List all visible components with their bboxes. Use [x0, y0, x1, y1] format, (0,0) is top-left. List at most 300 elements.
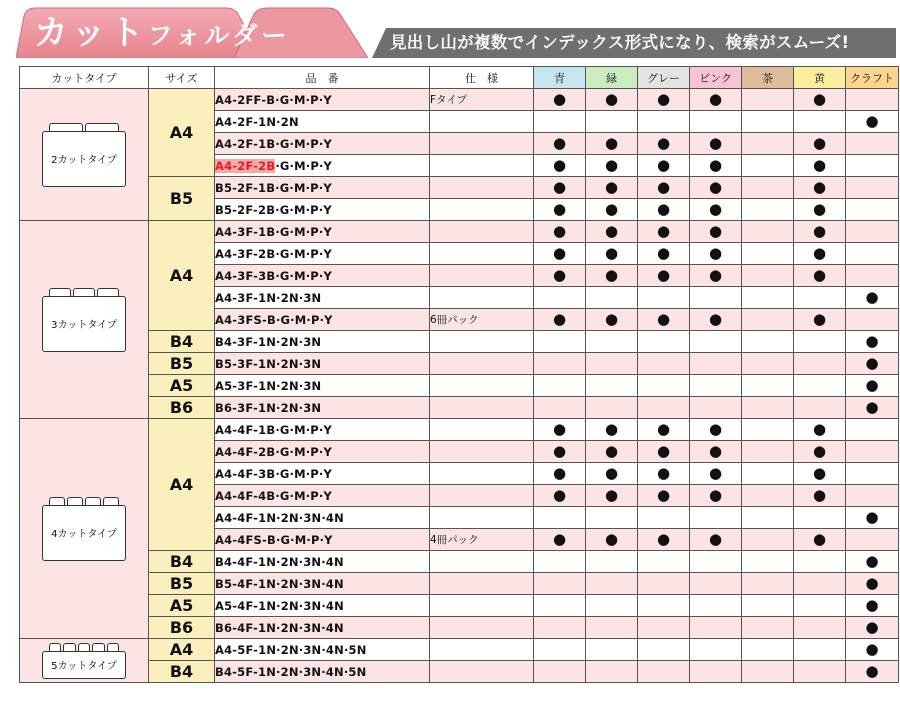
folder-tab-shape — [97, 288, 119, 296]
availability-cell — [586, 353, 638, 375]
size-cell: A4 — [149, 221, 215, 331]
availability-cell — [534, 331, 586, 353]
model-number-cell: B4-4F-1N·2N·3N·4N — [215, 551, 430, 573]
spec-cell — [430, 441, 534, 463]
availability-cell — [794, 155, 846, 177]
folder-tab-shape — [78, 643, 90, 651]
availability-cell — [638, 199, 690, 221]
table-row — [20, 419, 899, 441]
availability-cell — [586, 419, 638, 441]
model-number-cell: A5-3F-1N·2N·3N — [215, 375, 430, 397]
table-row — [20, 617, 899, 639]
availability-cell — [586, 485, 638, 507]
model-number-cell: A4-4FS-B·G·M·P·Y — [215, 529, 430, 551]
availability-dot-icon: ● — [812, 442, 827, 460]
availability-cell — [742, 485, 794, 507]
availability-dot-icon: ● — [708, 178, 723, 196]
availability-cell — [742, 573, 794, 595]
model-number-cell: A4-3F-3B·G·M·P·Y — [215, 265, 430, 287]
availability-dot-icon: ● — [656, 200, 671, 218]
model-number-cell: A4-3FS-B·G·M·P·Y — [215, 309, 430, 331]
availability-cell — [638, 507, 690, 529]
availability-cell — [690, 375, 742, 397]
availability-dot-icon: ● — [656, 464, 671, 482]
availability-cell — [534, 529, 586, 551]
availability-dot-icon: ● — [708, 486, 723, 504]
availability-cell — [586, 177, 638, 199]
availability-cell — [534, 155, 586, 177]
availability-dot-icon: ● — [708, 310, 723, 328]
availability-cell — [846, 111, 899, 133]
availability-cell — [690, 265, 742, 287]
availability-cell — [534, 375, 586, 397]
availability-cell — [794, 595, 846, 617]
availability-dot-icon: ● — [865, 288, 879, 306]
model-number-cell: B5-2F-1B·G·M·P·Y — [215, 177, 430, 199]
availability-cell — [846, 309, 899, 331]
cut-type-cell — [20, 89, 149, 221]
availability-dot-icon: ● — [812, 134, 827, 152]
availability-dot-icon: ● — [812, 266, 827, 284]
availability-cell — [742, 309, 794, 331]
availability-dot-icon: ● — [812, 156, 827, 174]
folder-tab-shape — [103, 497, 119, 505]
availability-cell — [742, 331, 794, 353]
availability-cell — [586, 463, 638, 485]
availability-cell — [846, 441, 899, 463]
model-number-cell: A4-3F-1B·G·M·P·Y — [215, 221, 430, 243]
availability-dot-icon: ● — [865, 662, 879, 680]
availability-cell — [690, 551, 742, 573]
table-row — [20, 639, 899, 661]
size-cell: B4 — [149, 551, 215, 573]
model-rest: ·G·M·P·Y — [275, 158, 333, 173]
product-table — [19, 66, 899, 683]
availability-cell — [742, 287, 794, 309]
spec-cell — [430, 221, 534, 243]
folder-tab-shape — [107, 643, 119, 651]
availability-cell — [534, 573, 586, 595]
availability-cell — [638, 133, 690, 155]
availability-dot-icon: ● — [552, 244, 567, 262]
availability-cell — [534, 419, 586, 441]
availability-cell — [638, 639, 690, 661]
spec-cell — [430, 507, 534, 529]
availability-cell — [586, 375, 638, 397]
availability-dot-icon: ● — [604, 266, 619, 284]
cut-type-label: 3カットタイプ — [42, 296, 126, 352]
availability-cell — [534, 595, 586, 617]
availability-cell — [638, 177, 690, 199]
availability-dot-icon: ● — [552, 156, 567, 174]
availability-dot-icon: ● — [708, 420, 723, 438]
availability-cell — [794, 573, 846, 595]
table-row — [20, 661, 899, 683]
model-number-cell — [215, 155, 430, 177]
availability-cell — [690, 155, 742, 177]
availability-cell — [794, 375, 846, 397]
cut-type-label: 4カットタイプ — [42, 505, 126, 561]
availability-dot-icon: ● — [865, 376, 879, 394]
availability-cell — [742, 529, 794, 551]
availability-cell — [534, 551, 586, 573]
title-small: フォルダー — [147, 21, 291, 50]
availability-dot-icon: ● — [552, 442, 567, 460]
availability-dot-icon: ● — [604, 464, 619, 482]
model-number-cell: A4-4F-4B·G·M·P·Y — [215, 485, 430, 507]
availability-cell — [586, 133, 638, 155]
availability-dot-icon: ● — [604, 530, 619, 548]
header-color-brown: 茶 — [742, 67, 794, 89]
availability-cell — [586, 331, 638, 353]
model-number-cell: A4-5F-1N·2N·3N·4N·5N — [215, 639, 430, 661]
availability-dot-icon: ● — [604, 200, 619, 218]
spec-cell — [430, 419, 534, 441]
availability-cell — [638, 89, 690, 111]
folder-tab-shape — [85, 497, 101, 505]
availability-dot-icon: ● — [552, 222, 567, 240]
availability-cell — [742, 89, 794, 111]
availability-cell — [638, 595, 690, 617]
availability-cell — [534, 661, 586, 683]
availability-cell — [638, 661, 690, 683]
availability-cell — [794, 617, 846, 639]
table-row — [20, 573, 899, 595]
header-color-gray: グレー — [638, 67, 690, 89]
availability-cell — [794, 111, 846, 133]
availability-dot-icon: ● — [812, 222, 827, 240]
availability-cell — [690, 397, 742, 419]
availability-cell — [742, 199, 794, 221]
spec-cell — [430, 617, 534, 639]
availability-cell — [794, 397, 846, 419]
availability-cell — [846, 221, 899, 243]
table-row — [20, 89, 899, 111]
availability-dot-icon: ● — [604, 90, 619, 108]
availability-dot-icon: ● — [812, 244, 827, 262]
availability-dot-icon: ● — [656, 310, 671, 328]
availability-dot-icon: ● — [708, 530, 723, 548]
model-number-cell: A4-2F-1B·G·M·P·Y — [215, 133, 430, 155]
model-number-cell: B5-4F-1N·2N·3N·4N — [215, 573, 430, 595]
folder-tab-shape — [49, 643, 61, 651]
availability-cell — [846, 353, 899, 375]
folder-icon — [42, 643, 126, 679]
folder-tabs — [42, 288, 126, 296]
availability-cell — [586, 89, 638, 111]
table-row — [20, 595, 899, 617]
availability-dot-icon: ● — [708, 222, 723, 240]
size-cell: B6 — [149, 397, 215, 419]
availability-cell — [586, 265, 638, 287]
size-cell: A5 — [149, 375, 215, 397]
availability-cell — [690, 661, 742, 683]
availability-cell — [794, 353, 846, 375]
availability-cell — [742, 595, 794, 617]
availability-dot-icon: ● — [656, 244, 671, 262]
availability-cell — [690, 485, 742, 507]
spec-cell — [430, 639, 534, 661]
folder-tabs — [42, 497, 126, 505]
spec-cell — [430, 485, 534, 507]
header-spec: 仕 様 — [430, 67, 534, 89]
availability-cell — [534, 133, 586, 155]
availability-cell — [690, 221, 742, 243]
availability-cell — [742, 441, 794, 463]
availability-dot-icon: ● — [656, 486, 671, 504]
availability-cell — [794, 89, 846, 111]
availability-dot-icon: ● — [865, 112, 879, 130]
availability-cell — [638, 573, 690, 595]
availability-cell — [794, 331, 846, 353]
availability-dot-icon: ● — [656, 90, 671, 108]
availability-cell — [794, 199, 846, 221]
availability-cell — [846, 155, 899, 177]
spec-cell: 4冊パック — [430, 529, 534, 551]
model-highlight: A4-2F-2B — [215, 158, 276, 173]
availability-cell — [690, 111, 742, 133]
availability-cell — [690, 309, 742, 331]
model-number-cell: A4-4F-2B·G·M·P·Y — [215, 441, 430, 463]
availability-cell — [690, 507, 742, 529]
size-cell: B5 — [149, 573, 215, 595]
availability-cell — [846, 529, 899, 551]
availability-cell — [586, 639, 638, 661]
folder-tab-shape — [73, 288, 95, 296]
availability-cell — [794, 441, 846, 463]
availability-cell — [846, 331, 899, 353]
availability-dot-icon: ● — [865, 596, 879, 614]
availability-cell — [742, 353, 794, 375]
availability-cell — [846, 485, 899, 507]
availability-cell — [846, 133, 899, 155]
availability-cell — [742, 177, 794, 199]
availability-cell — [846, 573, 899, 595]
availability-cell — [846, 507, 899, 529]
availability-cell — [586, 529, 638, 551]
folder-icon — [42, 497, 126, 561]
folder-tabs — [42, 643, 126, 651]
availability-cell — [794, 243, 846, 265]
availability-cell — [794, 309, 846, 331]
table-body — [20, 89, 899, 683]
model-number-cell: B4-3F-1N·2N·3N — [215, 331, 430, 353]
size-cell: B4 — [149, 331, 215, 353]
availability-cell — [690, 617, 742, 639]
availability-cell — [846, 199, 899, 221]
size-cell: B5 — [149, 353, 215, 375]
availability-cell — [846, 639, 899, 661]
page-title — [34, 10, 290, 52]
table-row — [20, 221, 899, 243]
availability-cell — [690, 89, 742, 111]
folder-tab-shape — [49, 497, 65, 505]
availability-cell — [846, 89, 899, 111]
availability-cell — [690, 441, 742, 463]
availability-cell — [846, 595, 899, 617]
cut-type-cell — [20, 639, 149, 683]
availability-cell — [846, 177, 899, 199]
availability-dot-icon: ● — [708, 464, 723, 482]
size-cell: B4 — [149, 661, 215, 683]
availability-dot-icon: ● — [604, 310, 619, 328]
availability-cell — [742, 551, 794, 573]
folder-icon — [42, 288, 126, 352]
availability-cell — [534, 265, 586, 287]
availability-cell — [794, 485, 846, 507]
table-row — [20, 177, 899, 199]
title-big: カット — [34, 13, 148, 53]
availability-cell — [586, 595, 638, 617]
availability-dot-icon: ● — [812, 530, 827, 548]
availability-cell — [638, 155, 690, 177]
availability-cell — [690, 463, 742, 485]
availability-dot-icon: ● — [708, 90, 723, 108]
availability-cell — [742, 221, 794, 243]
availability-cell — [638, 463, 690, 485]
folder-tab-shape — [92, 643, 104, 651]
availability-cell — [534, 463, 586, 485]
header-color-kraft: クラフト — [846, 67, 899, 89]
model-number-cell: B5-2F-2B·G·M·P·Y — [215, 199, 430, 221]
availability-dot-icon: ● — [656, 134, 671, 152]
availability-cell — [794, 529, 846, 551]
availability-cell — [586, 155, 638, 177]
availability-cell — [690, 595, 742, 617]
model-number-cell: A5-4F-1N·2N·3N·4N — [215, 595, 430, 617]
availability-cell — [794, 463, 846, 485]
availability-cell — [534, 309, 586, 331]
availability-cell — [586, 661, 638, 683]
availability-cell — [794, 265, 846, 287]
availability-cell — [846, 265, 899, 287]
availability-dot-icon: ● — [865, 508, 879, 526]
folder-icon — [42, 123, 126, 187]
headline-text: 見出し山が複数でインデックス形式になり、検索がスムーズ! — [390, 33, 850, 52]
table-row — [20, 353, 899, 375]
model-number-cell: B6-3F-1N·2N·3N — [215, 397, 430, 419]
availability-dot-icon: ● — [604, 222, 619, 240]
availability-dot-icon: ● — [812, 200, 827, 218]
availability-dot-icon: ● — [552, 200, 567, 218]
cut-type-label: 2カットタイプ — [42, 131, 126, 187]
availability-cell — [690, 529, 742, 551]
availability-cell — [846, 551, 899, 573]
availability-cell — [690, 573, 742, 595]
model-number-cell: A4-3F-1N·2N·3N — [215, 287, 430, 309]
availability-dot-icon: ● — [812, 310, 827, 328]
availability-cell — [846, 617, 899, 639]
availability-dot-icon: ● — [552, 90, 567, 108]
availability-dot-icon: ● — [656, 530, 671, 548]
availability-cell — [638, 353, 690, 375]
availability-cell — [586, 111, 638, 133]
size-cell: A5 — [149, 595, 215, 617]
availability-dot-icon: ● — [812, 178, 827, 196]
availability-dot-icon: ● — [656, 222, 671, 240]
availability-cell — [534, 243, 586, 265]
availability-cell — [586, 243, 638, 265]
availability-cell — [742, 507, 794, 529]
spec-cell — [430, 265, 534, 287]
availability-dot-icon: ● — [708, 156, 723, 174]
availability-cell — [534, 287, 586, 309]
availability-dot-icon: ● — [865, 332, 879, 350]
availability-cell — [794, 221, 846, 243]
availability-cell — [638, 375, 690, 397]
availability-cell — [586, 573, 638, 595]
availability-dot-icon: ● — [865, 640, 879, 658]
spec-cell — [430, 573, 534, 595]
availability-cell — [638, 529, 690, 551]
folder-tab-shape — [67, 497, 83, 505]
availability-dot-icon: ● — [865, 574, 879, 592]
availability-cell — [638, 419, 690, 441]
availability-dot-icon: ● — [865, 354, 879, 372]
availability-cell — [742, 661, 794, 683]
spec-cell — [430, 287, 534, 309]
availability-cell — [638, 485, 690, 507]
folder-tabs — [42, 123, 126, 131]
availability-cell — [638, 111, 690, 133]
availability-cell — [690, 243, 742, 265]
model-number-cell: A4-2FF-B·G·M·P·Y — [215, 89, 430, 111]
availability-cell — [586, 199, 638, 221]
availability-cell — [586, 617, 638, 639]
table-row — [20, 397, 899, 419]
spec-cell — [430, 375, 534, 397]
availability-cell — [846, 375, 899, 397]
availability-cell — [742, 397, 794, 419]
availability-cell — [794, 177, 846, 199]
availability-dot-icon: ● — [812, 90, 827, 108]
availability-dot-icon: ● — [656, 178, 671, 196]
size-cell: A4 — [149, 419, 215, 551]
availability-dot-icon: ● — [812, 464, 827, 482]
availability-cell — [638, 331, 690, 353]
model-number-cell: A4-3F-2B·G·M·P·Y — [215, 243, 430, 265]
folder-tab-shape — [85, 123, 119, 131]
availability-cell — [794, 551, 846, 573]
spec-cell: Fタイプ — [430, 89, 534, 111]
availability-cell — [690, 353, 742, 375]
availability-dot-icon: ● — [812, 420, 827, 438]
availability-cell — [534, 199, 586, 221]
model-number-cell: A4-4F-1N·2N·3N·4N — [215, 507, 430, 529]
availability-cell — [638, 309, 690, 331]
availability-cell — [846, 287, 899, 309]
spec-cell — [430, 331, 534, 353]
model-number-cell: B6-4F-1N·2N·3N·4N — [215, 617, 430, 639]
availability-dot-icon: ● — [604, 244, 619, 262]
availability-cell — [794, 639, 846, 661]
model-number-cell: A4-4F-1B·G·M·P·Y — [215, 419, 430, 441]
cut-type-label: 5カットタイプ — [42, 651, 126, 679]
availability-cell — [638, 551, 690, 573]
availability-cell — [742, 639, 794, 661]
availability-cell — [690, 419, 742, 441]
availability-dot-icon: ● — [552, 178, 567, 196]
availability-dot-icon: ● — [656, 420, 671, 438]
availability-cell — [534, 353, 586, 375]
availability-cell — [638, 221, 690, 243]
availability-cell — [794, 419, 846, 441]
folder-tab-shape — [63, 643, 75, 651]
availability-cell — [586, 397, 638, 419]
availability-cell — [742, 133, 794, 155]
availability-dot-icon: ● — [604, 442, 619, 460]
availability-cell — [742, 243, 794, 265]
